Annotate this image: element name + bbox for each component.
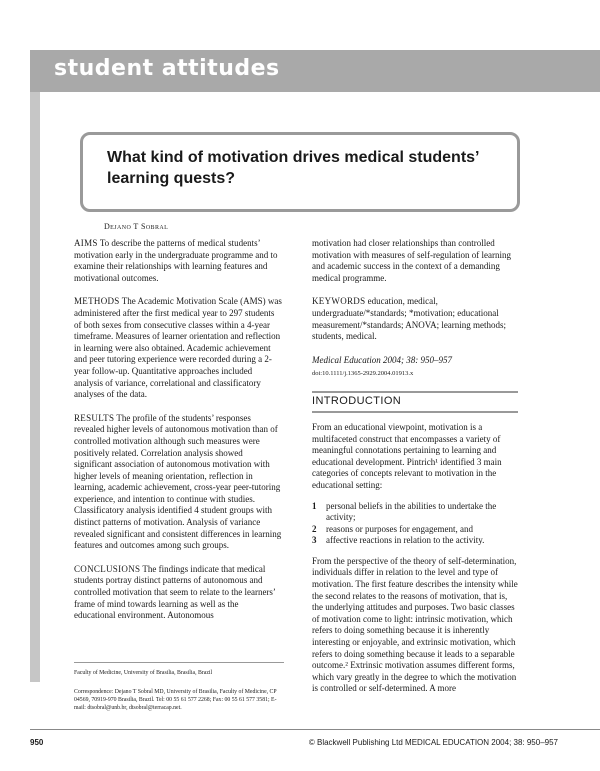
article-title [107, 147, 507, 189]
abstract-continuation: motivation had closer relationships than controlled motivation with measures of self-regulation of learning and academic success in the context of a demanding medical programme. [312, 238, 511, 283]
section-label: student attitudes [54, 56, 280, 81]
right-column [312, 238, 518, 695]
journal-citation: Medical Education 2004; 38: 950–957 [312, 354, 452, 365]
methods-heading: METHODS [74, 296, 120, 307]
list-item [312, 501, 518, 524]
conclusions-text: The findings indicate that medical students portray distinct patterns of autonomous and controlled motivation that seem to relate to the learners’ frame of mind towards learning as well as the educational environment. Autonomous [74, 563, 276, 621]
intro-paragraph-1: From an educational viewpoint, motivation is a multifaceted construct that encompasses a variety of meaningful connotations pertaining to learning and educational development. Pintrich¹ identified 3 main categories of concepts relevant to motivation in the educational setting: [312, 421, 502, 490]
footer-rule [30, 729, 600, 730]
left-margin-strip [30, 92, 40, 682]
abstract-left-column [74, 238, 282, 634]
keywords-text: education, medical, undergraduate/*standards; *motivation; educational measurement/*standards; ANOVA; learning methods; students, medical. [312, 296, 507, 342]
list-item-number: 2 [312, 523, 317, 534]
aims-heading: AIMS [74, 238, 98, 248]
title-line-2: learning quests? [107, 170, 236, 187]
aims-text: To describe the patterns of medical students’ motivation early in the undergraduate programme and to examine their relationships with learning features and motivational outcomes. [74, 238, 278, 283]
abstract-methods [74, 296, 282, 400]
footer-copyright: © Blackwell Publishing Ltd MEDICAL EDUCATION 2004; 38: 950–957 [308, 738, 558, 747]
section-band [30, 50, 600, 92]
introduction-heading: INTRODUCTION [312, 391, 518, 413]
list-item-text: affective reactions in relation to the activity. [326, 535, 485, 546]
correspondence-footnote: Correspondence: Dejano T Sobral MD, University of Brasilia, Faculty of Medicine, CP 04569, 70919-970 Brasilia, Brazil. Tel: 00 55 61 577 2268; Fax: 00 55 61 577 3581; E-mail: dtsobral@unb.br, dtsobral@terracap.net. [74, 689, 277, 711]
abstract-results [74, 413, 282, 552]
footnote-divider [74, 662, 284, 663]
abstract-conclusions [74, 564, 282, 622]
results-text: The profile of the students’ responses revealed higher levels of autonomous motivation than of controlled motivation although such measures were positively related. Correlation analysis showed significant association of autonomous motivation with higher levels of meaning orientation, reflection in learning, academic achievement, cross-year peer-tutoring experience, and intention to continue with studies. Classificatory analysis identified 4 student groups with distinct patterns of motivation. Analysis of variance revealed significant and consistent differences in learning features and outcomes among such groups. [74, 412, 282, 551]
list-item-text: reasons or purposes for engagement, and [326, 523, 473, 534]
affiliation-footnote: Faculty of Medicine, University of Brasilia, Brasilia, Brazil [74, 670, 213, 676]
abstract-aims [74, 238, 282, 284]
title-line-1: What kind of motivation drives medical students’ [107, 149, 480, 166]
list-item-text: personal beliefs in the abilities to undertake the activity; [326, 500, 497, 523]
list-item [312, 524, 518, 536]
title-box [80, 132, 520, 212]
results-heading: RESULTS [74, 412, 115, 423]
author-name: Dejano T Sobral [104, 222, 169, 231]
conclusions-heading: CONCLUSIONS [74, 563, 141, 574]
keywords-heading: KEYWORDS [312, 296, 366, 307]
page-number: 950 [30, 738, 44, 747]
list-item-number: 3 [312, 535, 317, 546]
methods-text: The Academic Motivation Scale (AMS) was administered after the first medical year to 297 students of both sexes from consecutive classes within a 4-year timeframe. Measures of learner orientation and reflection in learning were also obtained. Academic achievement and peer tutoring experience were recorded during a 2-year follow-up. Quantitative approaches included analysis of variance, correlational and classificatory analyses of the data. [74, 296, 282, 400]
list-item-number: 1 [312, 500, 317, 511]
intro-paragraph-2: From the perspective of the theory of self-determination, individuals differ in relation to the level and type of motivation. The first feature describes the intensity while the second relates to the reasons of motivation, that is, the underlying attitudes and purposes. Two basic classes of motivation come to light: intrinsic motivation, which refers to doing something because it is inherently interesting or enjoyable, and extrinsic motivation, which refers to doing something because it leads to a separable outcome.² Extrinsic motivation assumes different forms, which vary greatly in the degree to which the motivation is controlled or self-determined. A more [312, 555, 518, 694]
list-item [312, 535, 518, 547]
abstract-keywords [312, 296, 518, 342]
doi-link[interactable]: doi:10.1111/j.1365-2929.2004.01913.x [312, 370, 414, 378]
motivation-categories-list [312, 501, 518, 547]
